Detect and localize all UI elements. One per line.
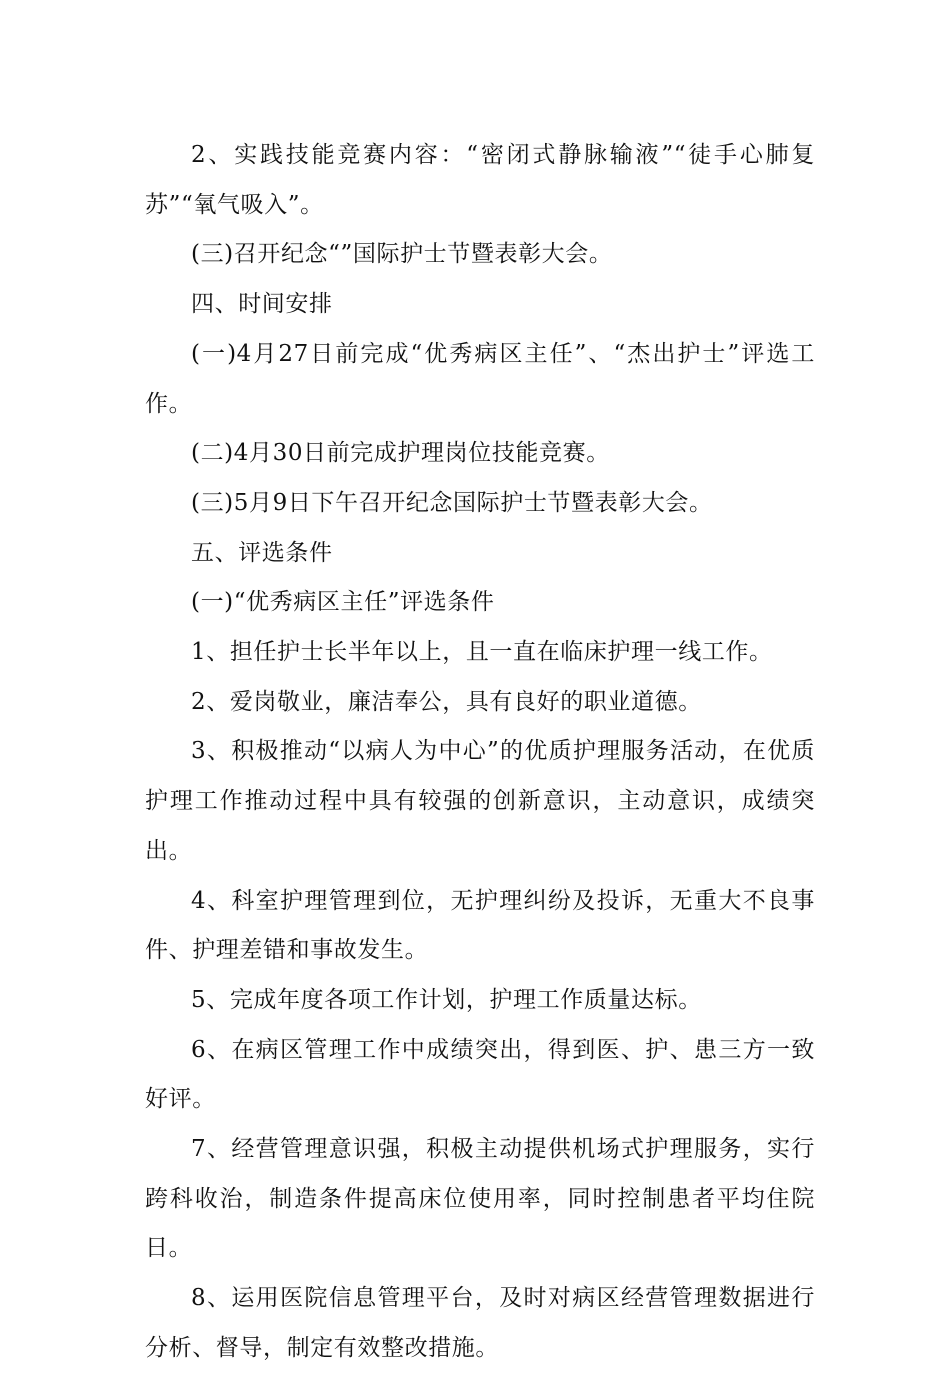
heading-selection-criteria: 五、评选条件 (191, 539, 333, 566)
criterion-5: 5、完成年度各项工作计划，护理工作质量达标。 (191, 986, 702, 1013)
paragraph-schedule-2: (二)4月30日前完成护理岗位技能竞赛。 (191, 440, 610, 467)
criterion-6: 6、在病区管理工作中成绩突出，得到医、护、患三方一致好评。 (145, 1036, 815, 1113)
paragraph-practice-content: 2、实践技能竞赛内容：“密闭式静脉输液”“徒手心肺复苏”“氧气吸入”。 (145, 142, 815, 218)
criterion-4: 4、科室护理管理到位，无护理纠纷及投诉，无重大不良事件、护理差错和事故发生。 (145, 887, 815, 964)
paragraph-schedule-3: (三)5月9日下午召开纪念国际护士节暨表彰大会。 (191, 489, 713, 516)
subheading-excellent-ward-director: (一)“优秀病区主任”评选条件 (191, 589, 495, 616)
criterion-7: 7、经营管理意识强，积极主动提供机场式护理服务，实行跨科收治，制造条件提高床位使用率，同时控制患者平均住院日。 (145, 1136, 815, 1262)
paragraph-schedule-1: (一)4月27日前完成“优秀病区主任”、“杰出护士”评选工作。 (145, 340, 815, 417)
paragraph-nurses-day-meeting: (三)召开纪念“”国际护士节暨表彰大会。 (191, 241, 613, 268)
criterion-2: 2、爱岗敬业，廉洁奉公，具有良好的职业道德。 (191, 688, 702, 715)
criterion-8: 8、运用医院信息管理平台，及时对病区经营管理数据进行分析、督导，制定有效整改措施。 (145, 1285, 815, 1361)
heading-schedule: 四、时间安排 (191, 291, 333, 318)
criterion-3: 3、积极推动“以病人为中心”的优质护理服务活动，在优质护理工作推动过程中具有较强的创新意识，主动意识，成绩突出。 (145, 738, 815, 864)
document-body (145, 131, 815, 1374)
criterion-1: 1、担任护士长半年以上，且一直在临床护理一线工作。 (191, 639, 773, 666)
